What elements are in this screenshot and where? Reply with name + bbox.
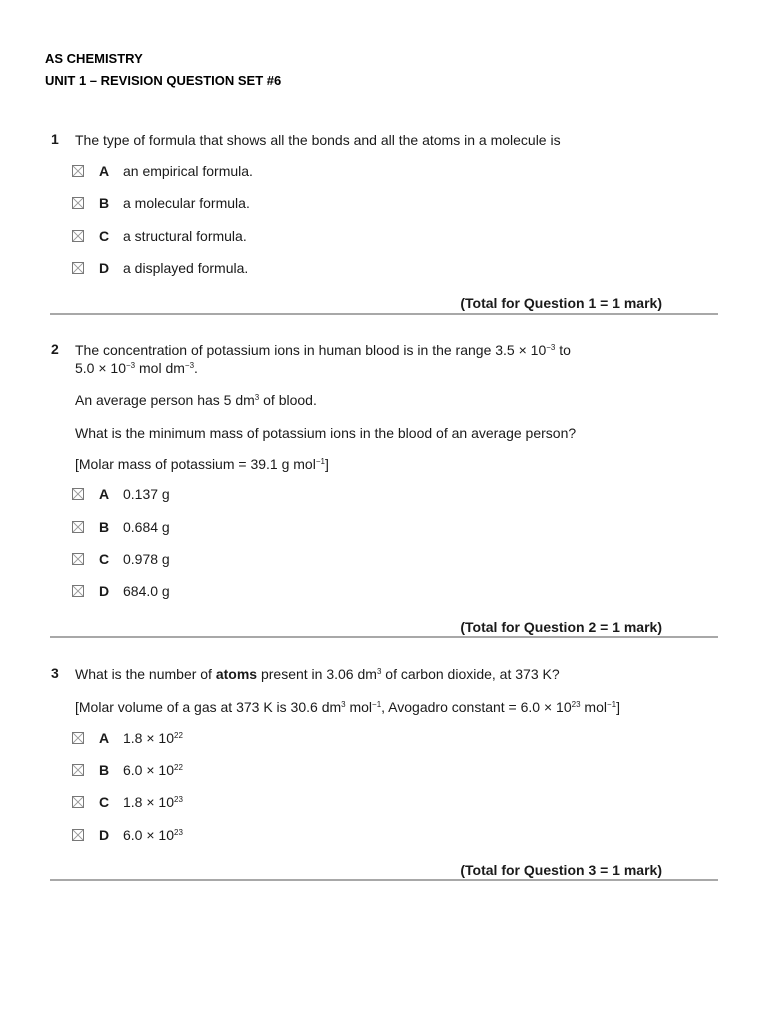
option-text: $1.8 \times 10^{22}$	[123, 730, 183, 746]
divider	[50, 313, 718, 315]
question-total: (Total for Question 3 = 1 mark)	[460, 862, 662, 878]
checkbox-icon[interactable]	[72, 553, 84, 565]
checkbox-icon[interactable]	[72, 829, 84, 841]
course-title: AS CHEMISTRY	[45, 51, 143, 66]
checkbox-icon[interactable]	[72, 488, 84, 500]
option-text: $6.0 \times 10^{23}$	[123, 827, 183, 843]
option-text: a displayed formula.	[123, 260, 249, 276]
checkbox-icon[interactable]	[72, 764, 84, 776]
question-number: 1	[51, 131, 59, 147]
question-total: (Total for Question 1 = 1 mark)	[460, 295, 662, 311]
option-letter: C	[99, 794, 110, 810]
checkbox-icon[interactable]	[72, 585, 84, 597]
option-text: 684.0 g	[123, 583, 170, 599]
option-letter: B	[99, 195, 110, 211]
question-stem-line-2: $5.0 \times 10^{-3}$ mol $dm^{-3}$.	[75, 360, 198, 376]
checkbox-icon[interactable]	[72, 262, 84, 274]
option-letter: A	[99, 163, 110, 179]
option-text: 0.978 g	[123, 551, 170, 567]
divider	[50, 879, 718, 881]
option-letter: C	[99, 228, 110, 244]
checkbox-icon[interactable]	[72, 165, 84, 177]
option-letter: D	[99, 260, 110, 276]
divider	[50, 636, 718, 638]
document-header	[45, 48, 281, 92]
checkbox-icon[interactable]	[72, 197, 84, 209]
option-letter: A	[99, 486, 110, 502]
question-number: 2	[51, 341, 59, 357]
question-data: [Molar volume of a gas at 373 K is 30.6 $dm^3$ mol$^{-1}$, Avogadro constant = $6.0 \times 10^{23}$ mol$^{-1}$]	[75, 699, 620, 715]
question-data: [Molar mass of potassium = 39.1 g mol$^{-1}$]	[75, 456, 329, 472]
checkbox-icon[interactable]	[72, 732, 84, 744]
set-title: UNIT 1 – REVISION QUESTION SET #6	[45, 73, 282, 88]
question-prompt: What is the minimum mass of potassium ions in the blood of an average person?	[75, 425, 577, 441]
option-letter: D	[99, 827, 110, 843]
question-stem: What is the number of atoms present in 3.06 $dm^3$ of carbon dioxide, at 373 K?	[75, 666, 560, 682]
option-text: $6.0 \times 10^{22}$	[123, 762, 183, 778]
option-letter: B	[99, 519, 110, 535]
question-total: (Total for Question 2 = 1 mark)	[460, 619, 662, 635]
option-text: a molecular formula.	[123, 195, 250, 211]
checkbox-icon[interactable]	[72, 796, 84, 808]
question-number: 3	[51, 665, 59, 681]
option-letter: C	[99, 551, 110, 567]
option-text: $1.8 \times 10^{23}$	[123, 794, 183, 810]
option-text: an empirical formula.	[123, 163, 253, 179]
option-text: 0.684 g	[123, 519, 170, 535]
option-letter: B	[99, 762, 110, 778]
option-letter: D	[99, 583, 110, 599]
checkbox-icon[interactable]	[72, 521, 84, 533]
option-letter: A	[99, 730, 110, 746]
option-text: a structural formula.	[123, 228, 247, 244]
option-text: 0.137 g	[123, 486, 170, 502]
checkbox-icon[interactable]	[72, 230, 84, 242]
question-stem-line-1: The concentration of potassium ions in human blood is in the range $3.5 \times 10^{-3}$ to	[75, 342, 571, 358]
question-stem: The type of formula that shows all the bonds and all the atoms in a molecule is	[75, 132, 561, 148]
question-context: An average person has 5 $dm^3$ of blood.	[75, 392, 317, 408]
